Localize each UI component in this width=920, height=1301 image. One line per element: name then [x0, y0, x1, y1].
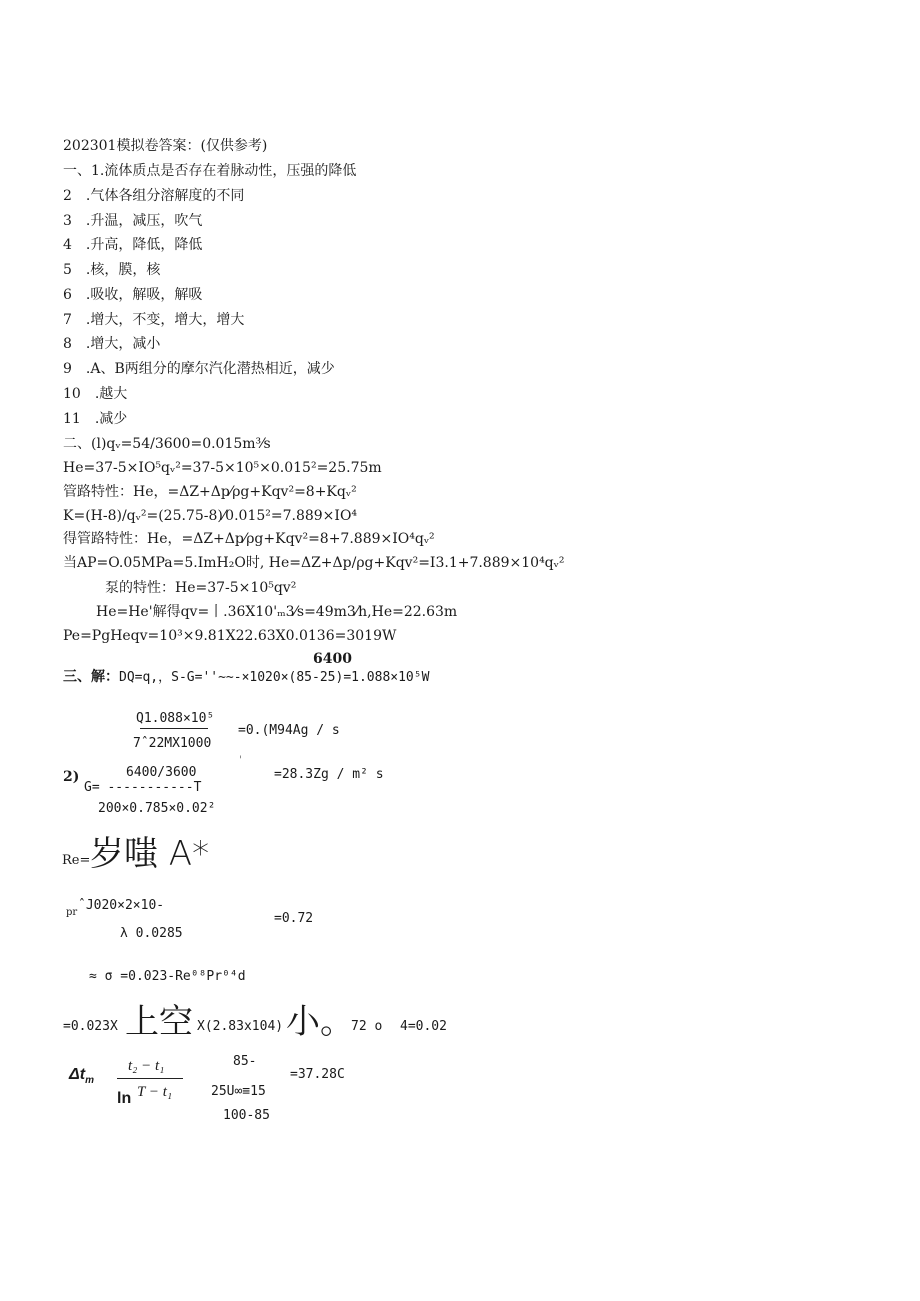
part2-label: 2)	[63, 769, 80, 785]
calc-line-1: 二、(l)qᵥ=54/3600=0.015m³⁄s	[63, 436, 271, 452]
calc-line-4: K=(H-8)/qᵥ²=(25.75-8)⁄0.015²=7.889×IO⁴	[63, 508, 358, 524]
g-numerator: 6400/3600	[126, 765, 197, 780]
section3-prefix: 三、解：	[63, 669, 119, 685]
dt-result: =37.28C	[290, 1067, 345, 1082]
answer-line-7: 7 .增大，不变，增大，增大	[63, 312, 245, 328]
over-label: 6400	[313, 651, 352, 667]
g-equation: G= -----------T	[84, 780, 202, 795]
section3-heat: DQ=q,，S-G=''~~-×1020×(85-25)=1.088×10⁵W	[119, 670, 430, 685]
frac1-bar	[140, 728, 208, 729]
tick-mark: '	[239, 755, 242, 766]
re-value: 岁嗤 A*	[90, 834, 210, 874]
dt-denominator: T − t₁	[137, 1084, 173, 1100]
dt-label	[69, 1066, 94, 1090]
calc-big-1: 上空	[125, 1002, 193, 1042]
calc-big-2: 小。	[286, 1002, 354, 1042]
g-denominator: 200×0.785×0.02²	[98, 801, 216, 816]
calc-line-2: He=37-5×IO⁵qᵥ²=37-5×10⁵×0.015²=25.75m	[63, 460, 382, 476]
calc-tail-1: 72 o	[351, 1019, 383, 1034]
re-label: Re=	[62, 853, 91, 868]
answer-line-4: 4 .升高，降低，降低	[63, 237, 203, 253]
answer-line-6: 6 .吸收，解吸，解吸	[63, 287, 203, 303]
section3-line1	[63, 668, 429, 687]
calc-mid: X(2.83x104)	[197, 1019, 284, 1034]
frac1-numerator: Q1.088×10⁵	[136, 711, 215, 726]
answer-line-8: 8 .增大，减小	[63, 336, 161, 352]
pr-denominator: λ 0.0285	[120, 926, 183, 941]
pr-numerator: ˆJ020×2×10-	[78, 898, 165, 913]
calc-line-9: Pe=PgHeqv=10³×9.81X22.63X0.0136=3019W	[63, 628, 397, 644]
page-title: 202301模拟卷答案：(仅供参考)	[63, 138, 268, 154]
answer-line-9: 9 .A、B两组分的摩尔汽化潜热相近，减少	[63, 361, 335, 377]
calc-line-6: 当AP=O.05MPa=5.ImH₂O时, He=ΔZ+Δp/ρg+Kqv²=I3.1+7.889×10⁴qᵥ²	[63, 555, 565, 571]
dt-numerator: t₂ − t₁	[128, 1058, 165, 1074]
calc-line-3: 管路特性：He，=ΔZ+Δp⁄ρg+Kqv²=8+Kqᵥ²	[63, 484, 357, 500]
calc-line-8: He=He'解得qv=丨.36X10'ₘ3⁄s=49m3⁄h,He=22.63m	[96, 604, 458, 620]
dt-fraction-bar	[117, 1078, 183, 1079]
answer-line-11: 11 .减少	[63, 411, 128, 427]
frac1-result: =0.(M94Ag / s	[238, 723, 340, 738]
dt-symbol: Δt	[69, 1066, 86, 1083]
dt-calc-2: 25U∞≡15	[211, 1084, 266, 1099]
answer-line-2: 2 .气体各组分溶解度的不同	[63, 188, 245, 204]
pr-label: pr	[66, 907, 78, 918]
calc-line-7: 泵的特性：He=37-5×10⁵qv²	[105, 580, 297, 596]
alpha-equation: ≈ σ =0.023-Re⁰⁸Pr⁰⁴d	[89, 969, 246, 984]
g-result: =28.3Zg / m² s	[274, 767, 384, 782]
answer-line-5: 5 .核，膜，核	[63, 262, 161, 278]
calc-line-5: 得管路特性：He，=ΔZ+Δp⁄ρg+Kqv²=8+7.889×IO⁴qᵥ²	[63, 531, 435, 547]
dt-ln: ln	[117, 1090, 132, 1107]
pr-result: =0.72	[274, 911, 314, 926]
answer-line-10: 10 .越大	[63, 386, 128, 402]
answer-line-3: 3 .升温，减压，吹气	[63, 213, 203, 229]
dt-calc-1: 85-	[233, 1054, 257, 1069]
calc-prefix: =0.023X	[63, 1019, 118, 1034]
dt-subscript: m	[85, 1075, 94, 1087]
answer-line-1: 一、1.流体质点是否存在着脉动性，压强的降低	[63, 163, 357, 179]
calc-tail-2: 4=0.02	[400, 1019, 447, 1034]
dt-calc-3: 100-85	[223, 1108, 270, 1123]
frac1-denominator: 7ˆ22MX1000	[133, 736, 212, 751]
